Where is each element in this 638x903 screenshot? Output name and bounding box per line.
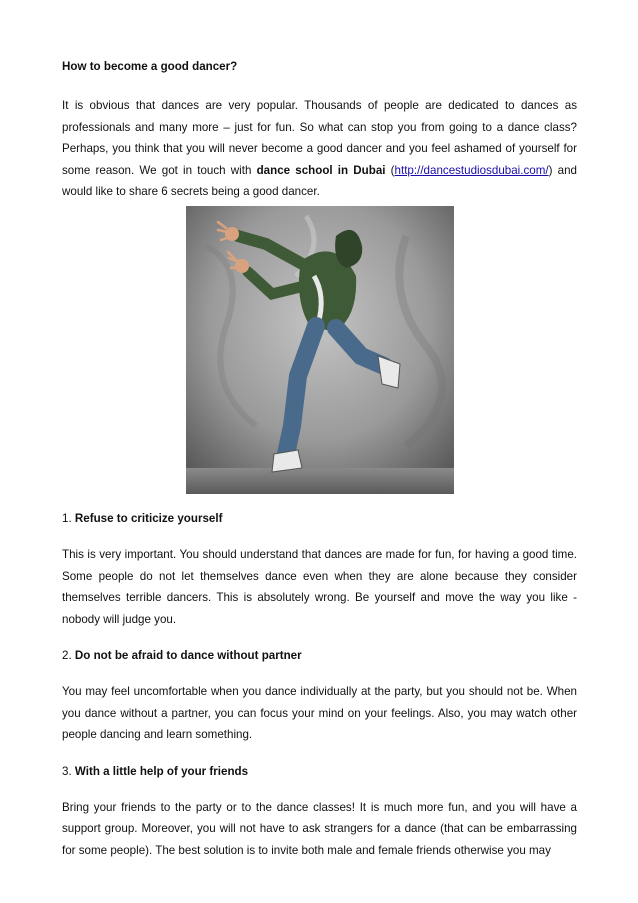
document-top bbox=[62, 56, 577, 202]
dance-studio-link[interactable]: http://dancestudiosdubai.com/ bbox=[394, 163, 549, 177]
section-1-title: Refuse to criticize yourself bbox=[74, 512, 223, 525]
section-1-number: 1. bbox=[62, 512, 72, 525]
section-1-heading bbox=[62, 508, 577, 529]
floor bbox=[186, 468, 454, 494]
intro-text-a: It is obvious that dances are very popular. Thousands of people are dedicated to dances as professionals and many more – just for fun. So what can stop you from going to a dance class? Perhaps, you think that you will never become a good dancer and you feel ashamed of yourself for some reason. We got in touch with bbox=[62, 99, 577, 177]
section-3-title: With a little help of your friends bbox=[74, 764, 249, 778]
section-3-body: Bring your friends to the party or to the dance classes! It is much more fun, and you will have a support group. Moreover, you will not have to ask strangers for a dance (that can be embarrassing for some people). The best solution is to invite both male and female friends otherwise you may bbox=[62, 801, 577, 857]
section-2-heading bbox=[62, 645, 577, 666]
intro-paragraph bbox=[62, 95, 577, 202]
intro-text-c: ) and would like to share 6 secrets being a good dancer. bbox=[62, 163, 577, 199]
section-3-number: 3. bbox=[62, 764, 72, 778]
dancer-illustration bbox=[186, 206, 454, 494]
intro-text-b: ( bbox=[385, 163, 395, 177]
wall-background bbox=[186, 206, 454, 494]
document-title: How to become a good dancer? bbox=[62, 60, 238, 73]
dance-school-bold: dance school in Dubai bbox=[256, 163, 386, 177]
section-2-body: You may feel uncomfortable when you dance individually at the party, but you should not be. When you dance without a partner, you can focus your mind on your feelings. Also, you may watch other people dancing and learn something. bbox=[62, 685, 577, 742]
document-sections bbox=[62, 508, 577, 861]
section-2-number: 2. bbox=[62, 649, 72, 663]
section-2-title: Do not be afraid to dance without partner bbox=[74, 649, 302, 663]
section-1-body: This is very important. You should understand that dances are made for fun, for having a good time. Some people do not let themselves dance even when they are alone because they consider themselves terrible dancers. This is absolutely wrong. Be yourself and move the way you like - nobody will judge you. bbox=[62, 548, 577, 626]
section-3-heading bbox=[62, 761, 577, 782]
dancer-photo bbox=[186, 206, 454, 494]
